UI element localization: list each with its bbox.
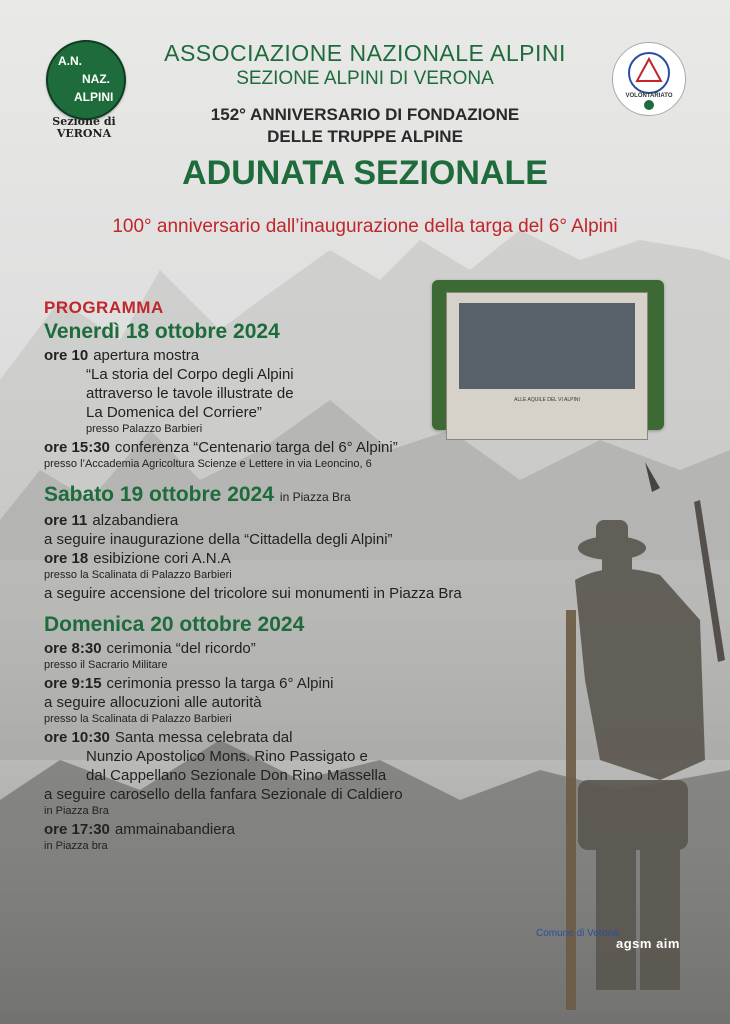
comune-verona-logo: Comune di Verona: [536, 928, 619, 939]
entry-text: esibizione cori A.N.A: [93, 550, 231, 567]
entry-note: presso il Sacrario Militare: [44, 659, 168, 671]
event-subtitle: 100° anniversario dall’inaugurazione della targa del 6° Alpini: [112, 216, 618, 237]
entry-text: cerimonia presso la targa 6° Alpini: [106, 675, 334, 692]
entry-continuation: attraverso le tavole illustrate de: [86, 385, 294, 402]
entry-text: cerimonia “del ricordo”: [106, 640, 256, 657]
entry-line: a seguire inaugurazione della “Cittadella degli Alpini”: [44, 531, 393, 548]
entry-time: ore 18: [44, 550, 89, 567]
logo-text-2: NAZ.: [82, 72, 110, 86]
program-entry: [44, 728, 684, 747]
logo-text-1: A.N.: [58, 54, 82, 68]
day-location: in Piazza Bra: [279, 490, 351, 504]
entry-time: ore 10: [44, 347, 89, 364]
program-entry: [44, 820, 684, 839]
day-title-text: Venerdì 18 ottobre 2024: [44, 320, 280, 343]
logo-caption-line2: VERONA: [56, 127, 112, 140]
entry-note: in Piazza Bra: [44, 805, 109, 817]
entry-time: ore 9:15: [44, 675, 102, 692]
entry-note: presso l’Accademia Agricoltura Scienze e Lettere in via Leoncino, 6: [44, 458, 372, 470]
entry-note: presso Palazzo Barbieri: [86, 423, 203, 435]
entry-continuation: “La storia del Corpo degli Alpini: [86, 366, 294, 383]
org-name: ASSOCIAZIONE NAZIONALE ALPINI: [164, 40, 566, 66]
entry-continuation: La Domenica del Corriere”: [86, 404, 262, 421]
logo-text-3: ALPINI: [74, 90, 114, 104]
entry-text: conferenza “Centenario targa del 6° Alpini”: [114, 439, 398, 456]
anniversary-line2: DELLE TRUPPE ALPINE: [267, 127, 463, 146]
agsm-aim-logo: agsm aim: [616, 936, 680, 951]
program-entry: [44, 549, 684, 568]
entry-note: in Piazza bra: [44, 840, 108, 852]
anniversary: [0, 104, 730, 148]
section-name: SEZIONE ALPINI DI VERONA: [236, 68, 494, 89]
entry-time: ore 17:30: [44, 821, 110, 838]
day-title: [44, 318, 684, 346]
entry-text: apertura mostra: [93, 347, 200, 364]
program-entry: [44, 346, 684, 365]
entry-line: a seguire carosello della fanfara Sezionale di Caldiero: [44, 786, 403, 803]
entry-note: presso la Scalinata di Palazzo Barbieri: [44, 569, 232, 581]
entry-time: ore 15:30: [44, 439, 110, 456]
day-title-text: Domenica 20 ottobre 2024: [44, 613, 305, 636]
program: [44, 298, 684, 863]
entry-text: alzabandiera: [92, 512, 179, 529]
entry-continuation: dal Cappellano Sezionale Don Rino Massella: [86, 767, 387, 784]
program-entry: [44, 639, 684, 658]
entry-note: presso la Scalinata di Palazzo Barbieri: [44, 713, 232, 725]
program-title: PROGRAMMA: [44, 298, 164, 317]
program-entry: [44, 674, 684, 693]
entry-line: a seguire accensione del tricolore sui monumenti in Piazza Bra: [44, 585, 462, 602]
entry-time: ore 11: [44, 512, 88, 529]
program-entry: [44, 438, 684, 457]
entry-time: ore 8:30: [44, 640, 102, 657]
program-entry: [44, 511, 684, 530]
plaque-inscription: ALLE AQUILE DEL VI ALPINI: [514, 397, 580, 403]
anniversary-line1: 152° ANNIVERSARIO DI FONDAZIONE: [210, 105, 520, 124]
entry-text: Santa messa celebrata dal: [114, 729, 293, 746]
entry-continuation: Nunzio Apostolico Mons. Rino Passigato e: [86, 748, 368, 765]
day-title: [44, 611, 684, 639]
logo-right-caption: VOLONTARIATO: [625, 93, 673, 99]
entry-line: a seguire allocuzioni alle autorità: [44, 694, 262, 711]
program-days: [44, 318, 684, 863]
entry-time: ore 10:30: [44, 729, 110, 746]
event-title: ADUNATA SEZIONALE: [182, 154, 548, 192]
entry-text: ammainabandiera: [114, 821, 235, 838]
logo-caption-line1: Sezione di: [52, 115, 116, 128]
day-title: [44, 481, 684, 511]
day-title-text: Sabato 19 ottobre 2024: [44, 483, 274, 506]
